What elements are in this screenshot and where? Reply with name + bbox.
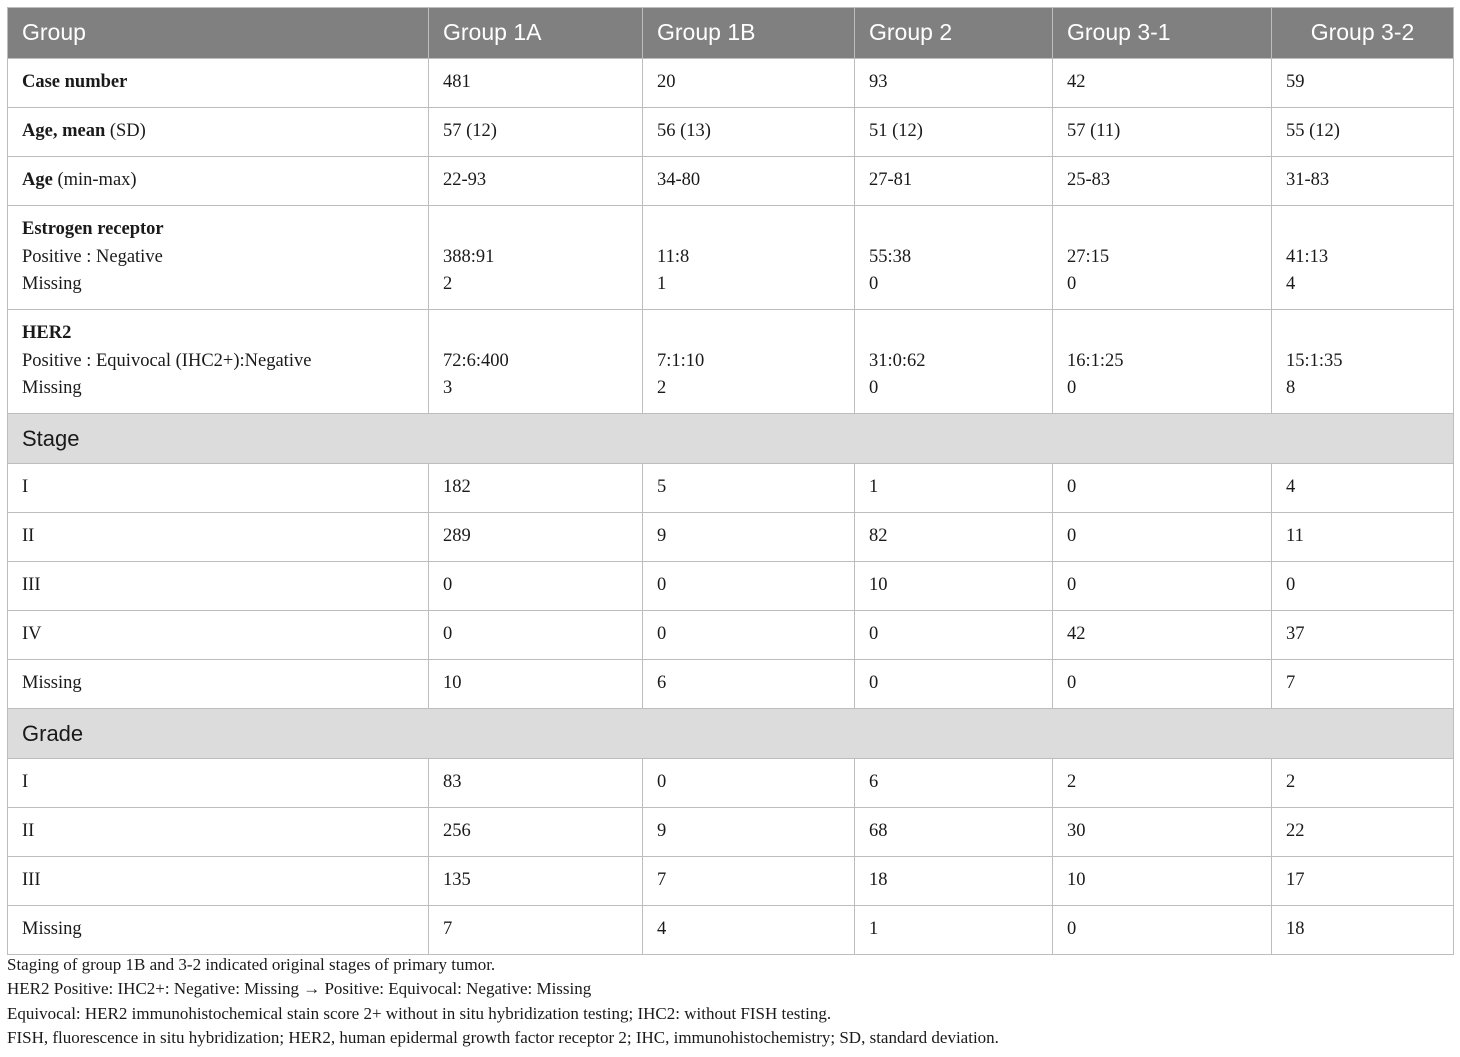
table-container <box>7 7 1453 955</box>
section-title: Stage <box>8 414 1454 464</box>
table-cell: 25-83 <box>1053 157 1272 206</box>
table-cell: 59 <box>1272 59 1454 108</box>
header-cell: Group 3-2 <box>1272 8 1454 59</box>
cell-line: 0 <box>1067 378 1077 399</box>
cell-line: 31:0:62 <box>869 350 926 371</box>
table-footnotes <box>7 953 1453 1051</box>
header-row <box>8 8 1454 59</box>
header-cell: Group <box>8 8 429 59</box>
table-cell: 0 <box>1053 562 1272 611</box>
table-cell: 6 <box>855 759 1053 808</box>
table-cell: 7 <box>429 906 643 955</box>
table-cell: 0 <box>429 611 643 660</box>
table-cell <box>855 206 1053 310</box>
header-cell: Group 2 <box>855 8 1053 59</box>
table-cell: 2 <box>1272 759 1454 808</box>
table-cell: 0 <box>429 562 643 611</box>
table-cell: 0 <box>855 660 1053 709</box>
table-cell: 256 <box>429 808 643 857</box>
table-cell: 18 <box>855 857 1053 906</box>
table-row-her2 <box>8 310 1454 414</box>
table-cell: 10 <box>1053 857 1272 906</box>
table-cell: 11 <box>1272 513 1454 562</box>
table-cell: 5 <box>643 464 855 513</box>
row-label-line: Positive : Negative <box>22 246 163 267</box>
table-cell: 481 <box>429 59 643 108</box>
row-label-rest: (SD) <box>105 121 146 142</box>
table-cell: 4 <box>1272 464 1454 513</box>
table-cell: 57 (12) <box>429 108 643 157</box>
table-cell <box>429 206 643 310</box>
table-cell: 0 <box>643 759 855 808</box>
table-cell: 0 <box>643 611 855 660</box>
cell-line: 388:91 <box>443 246 495 267</box>
table-cell: 93 <box>855 59 1053 108</box>
table-cell: 82 <box>855 513 1053 562</box>
footnote: HER2 Positive: IHC2+: Negative: Missing → Positive: Equivocal: Negative: Missing <box>7 979 592 999</box>
table-cell: 42 <box>1053 59 1272 108</box>
row-label-line: Missing <box>22 378 82 399</box>
section-header-stage <box>8 414 1454 464</box>
table-cell <box>429 310 643 414</box>
table-cell: 18 <box>1272 906 1454 955</box>
table-cell: 1 <box>855 906 1053 955</box>
cell-line: 0 <box>869 274 879 295</box>
table-cell <box>1272 310 1454 414</box>
table-cell: 56 (13) <box>643 108 855 157</box>
table-cell <box>1053 206 1272 310</box>
section-header-grade <box>8 709 1454 759</box>
header-cell: Group 3-1 <box>1053 8 1272 59</box>
table-cell: 30 <box>1053 808 1272 857</box>
row-label-title: Estrogen receptor <box>22 219 164 240</box>
table-cell: 17 <box>1272 857 1454 906</box>
cell-line: 1 <box>657 274 667 295</box>
row-label <box>8 59 429 108</box>
table-cell <box>1053 310 1272 414</box>
table-cell: 9 <box>643 808 855 857</box>
table-cell <box>643 206 855 310</box>
table-cell: 7 <box>643 857 855 906</box>
row-label: IV <box>8 611 429 660</box>
table-row <box>8 660 1454 709</box>
cell-line: 2 <box>657 378 667 399</box>
footnote: FISH, fluorescence in situ hybridization; HER2, human epidermal growth factor receptor 2; IHC, immunohistochemistry; SD, standard deviation. <box>7 1028 999 1048</box>
row-label: Missing <box>8 660 429 709</box>
header-cell: Group 1A <box>429 8 643 59</box>
table-cell: 0 <box>855 611 1053 660</box>
cell-line: 0 <box>1067 274 1077 295</box>
table-cell: 31-83 <box>1272 157 1454 206</box>
table-row <box>8 808 1454 857</box>
section-title: Grade <box>8 709 1454 759</box>
cell-line: 4 <box>1286 274 1296 295</box>
row-label <box>8 206 429 310</box>
row-label-bold: Age <box>22 170 53 191</box>
table-cell: 37 <box>1272 611 1454 660</box>
cell-line: 27:15 <box>1067 246 1110 267</box>
cell-line: 3 <box>443 378 453 399</box>
table-cell: 4 <box>643 906 855 955</box>
row-label-line: Missing <box>22 274 82 295</box>
table-row <box>8 513 1454 562</box>
cell-line: 41:13 <box>1286 246 1329 267</box>
row-label: III <box>8 562 429 611</box>
cell-line: 72:6:400 <box>443 350 509 371</box>
table-cell: 289 <box>429 513 643 562</box>
table-cell: 7 <box>1272 660 1454 709</box>
table-row <box>8 906 1454 955</box>
data-table <box>7 7 1454 955</box>
row-label: I <box>8 464 429 513</box>
table-cell: 0 <box>1053 513 1272 562</box>
row-label-bold: Age, mean <box>22 121 106 142</box>
cell-line: 7:1:10 <box>657 350 705 371</box>
table-cell: 22-93 <box>429 157 643 206</box>
table-cell: 34-80 <box>643 157 855 206</box>
table-cell: 42 <box>1053 611 1272 660</box>
row-label <box>8 108 429 157</box>
cell-line: 16:1:25 <box>1067 350 1124 371</box>
cell-line: 2 <box>443 274 453 295</box>
table-cell <box>855 310 1053 414</box>
table-row <box>8 857 1454 906</box>
table-row <box>8 759 1454 808</box>
table-cell: 68 <box>855 808 1053 857</box>
table-cell: 10 <box>855 562 1053 611</box>
cell-line: 55:38 <box>869 246 912 267</box>
table-cell: 0 <box>1272 562 1454 611</box>
table-cell: 10 <box>429 660 643 709</box>
row-label <box>8 310 429 414</box>
table-cell: 135 <box>429 857 643 906</box>
cell-line: 15:1:35 <box>1286 350 1343 371</box>
row-label-line: Positive : Equivocal (IHC2+):Negative <box>22 350 312 371</box>
footnote: Staging of group 1B and 3-2 indicated original stages of primary tumor. <box>7 955 496 974</box>
footnote: Equivocal: HER2 immunohistochemical stain score 2+ without in situ hybridization testing; IHC2: without FISH testing. <box>7 1003 832 1023</box>
table-cell: 51 (12) <box>855 108 1053 157</box>
cell-line: 8 <box>1286 378 1296 399</box>
row-label-title: HER2 <box>22 323 72 344</box>
table-cell: 27-81 <box>855 157 1053 206</box>
table-cell <box>1272 206 1454 310</box>
table-cell: 0 <box>1053 906 1272 955</box>
table-cell: 22 <box>1272 808 1454 857</box>
table-cell: 182 <box>429 464 643 513</box>
table-row <box>8 59 1454 108</box>
row-label <box>8 157 429 206</box>
table-cell: 1 <box>855 464 1053 513</box>
table-row <box>8 464 1454 513</box>
table-cell: 0 <box>1053 660 1272 709</box>
table-row <box>8 157 1454 206</box>
header-cell: Group 1B <box>643 8 855 59</box>
table-row <box>8 108 1454 157</box>
row-label: I <box>8 759 429 808</box>
table-row <box>8 611 1454 660</box>
table-cell: 0 <box>1053 464 1272 513</box>
table-row <box>8 562 1454 611</box>
row-label-rest: (min-max) <box>52 170 137 191</box>
row-label: Missing <box>8 906 429 955</box>
table-cell: 2 <box>1053 759 1272 808</box>
row-label: II <box>8 513 429 562</box>
cell-line: 11:8 <box>657 246 690 267</box>
table-cell <box>643 310 855 414</box>
table-cell: 6 <box>643 660 855 709</box>
table-row-estrogen-receptor <box>8 206 1454 310</box>
row-label: III <box>8 857 429 906</box>
table-cell: 83 <box>429 759 643 808</box>
table-cell: 55 (12) <box>1272 108 1454 157</box>
row-label: II <box>8 808 429 857</box>
table-cell: 9 <box>643 513 855 562</box>
table-cell: 20 <box>643 59 855 108</box>
table-cell: 0 <box>643 562 855 611</box>
table-cell: 57 (11) <box>1053 108 1272 157</box>
row-label-bold: Case number <box>22 72 128 93</box>
cell-line: 0 <box>869 378 879 399</box>
